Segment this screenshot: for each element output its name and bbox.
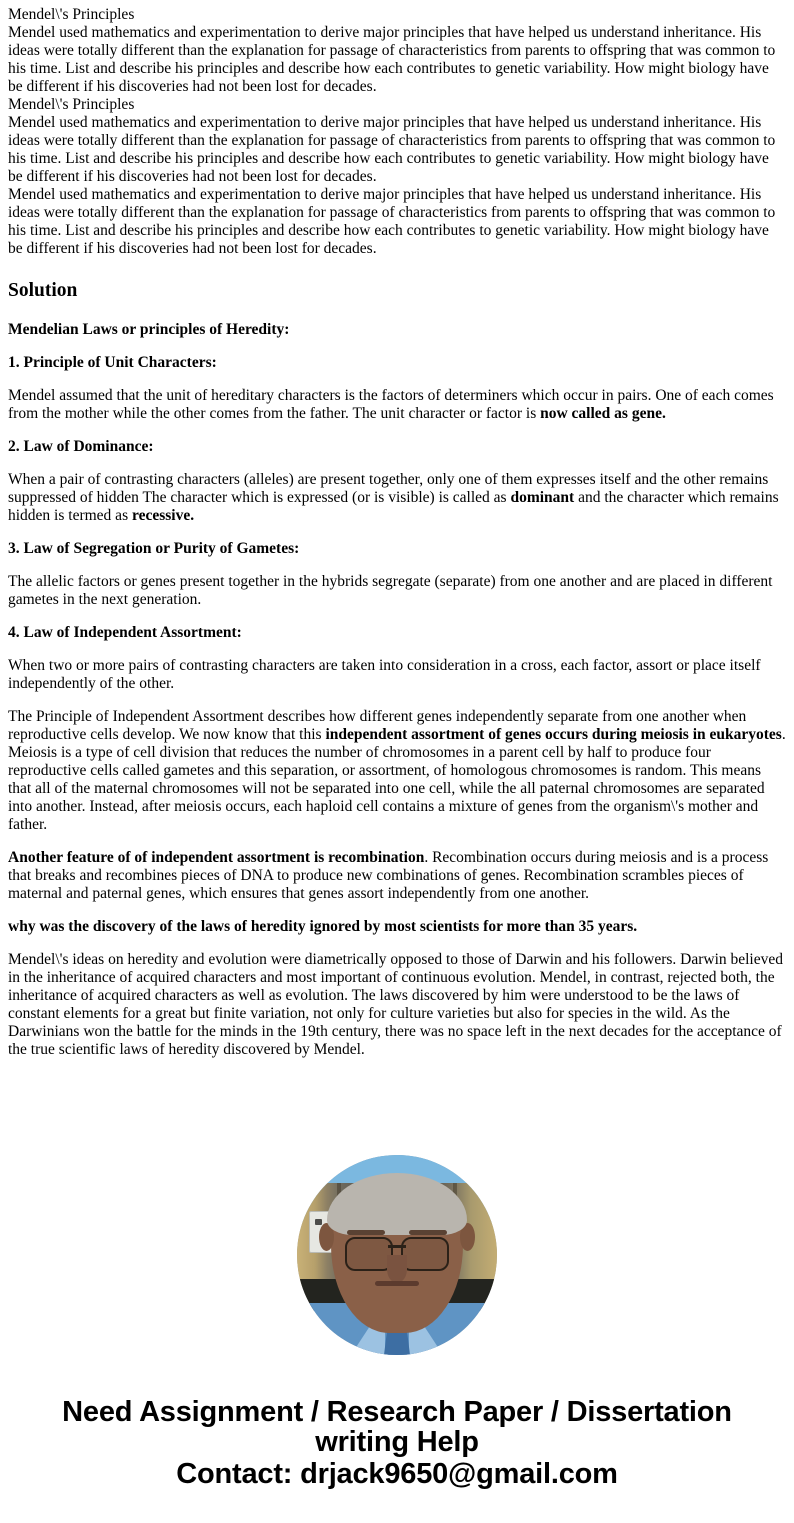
mendelian-laws-heading: Mendelian Laws or principles of Heredity: bbox=[8, 321, 290, 338]
avatar-eyeglass-lens-left bbox=[345, 1237, 393, 1271]
question-title-2: Mendel\'s Principles bbox=[8, 96, 135, 113]
text-run-bold: now called as gene. bbox=[540, 405, 666, 422]
ignored-discovery-question: why was the discovery of the laws of heredity ignored by most scientists for more than 35 years. bbox=[8, 918, 638, 935]
text-run: Mendel assumed that the unit of hereditary characters is the factors of determiners which occur in pairs. One of each comes from the mother while the other comes from the father. The unit character or factor is bbox=[8, 387, 774, 422]
section-heading-segregation: 3. Law of Segregation or Purity of Gametes: bbox=[8, 540, 300, 557]
question-body-2: Mendel used mathematics and experimentation to derive major principles that have helped us understand inheritance. His ideas were totally different than the explanation for passage of characteristics from parents to offspring that was common to his time. List and describe his principles and describe how each contributes to genetic variability. How might biology have be different if his discoveries had not been lost for decades. bbox=[8, 114, 776, 185]
footer-promo bbox=[8, 1355, 786, 1489]
text-run-bold: independent assortment of genes occurs during meiosis in eukaryotes bbox=[325, 726, 782, 743]
solution-heading: Solution bbox=[8, 280, 78, 301]
text-run: and the character which remains hidden is termed as bbox=[8, 489, 779, 524]
question-title-1: Mendel\'s Principles bbox=[8, 6, 135, 23]
text-run-bold: dominant bbox=[510, 489, 575, 506]
question-body-1: Mendel used mathematics and experimentation to derive major principles that have helped us understand inheritance. His ideas were totally different than the explanation for passage of characteristics from parents to offspring that was common to his time. List and describe his principles and describe how each contributes to genetic variability. How might biology have be different if his discoveries had not been lost for decades. bbox=[8, 24, 776, 95]
avatar-eyebrow-right bbox=[409, 1230, 447, 1235]
section-body-segregation: The allelic factors or genes present together in the hybrids segregate (separate) from one another and are placed in different gametes in the next generation. bbox=[8, 573, 773, 608]
section-body-independent-assortment: When two or more pairs of contrasting characters are taken into consideration in a cross, each factor, assort or place itself independently of the other. bbox=[8, 657, 761, 692]
footer-contact-line[interactable]: Contact: drjack9650@gmail.com bbox=[176, 1458, 618, 1490]
question-body-3: Mendel used mathematics and experimentation to derive major principles that have helped us understand inheritance. His ideas were totally different than the explanation for passage of characteristics from parents to offspring that was common to his time. List and describe his principles and describe how each contributes to genetic variability. How might biology have be different if his discoveries had not been lost for decades. bbox=[8, 186, 776, 257]
recombination-paragraph bbox=[8, 834, 786, 903]
assortment-explanation-paragraph bbox=[8, 693, 786, 834]
section-heading-dominance: 2. Law of Dominance: bbox=[8, 438, 154, 455]
avatar-mouth bbox=[375, 1281, 419, 1286]
text-run-bold: Another feature of of independent assortment is recombination bbox=[8, 849, 425, 866]
avatar-container bbox=[8, 1059, 786, 1355]
avatar-nose bbox=[387, 1255, 407, 1283]
section-heading-independent-assortment: 4. Law of Independent Assortment: bbox=[8, 624, 242, 641]
section-body-dominance bbox=[8, 456, 786, 525]
footer-line-2: writing Help bbox=[315, 1426, 479, 1458]
text-run: When a pair of contrasting characters (alleles) are present together, only one of them expresses itself and the other remains suppressed of hidden The character which is expressed (or is visible) is called as bbox=[8, 471, 769, 506]
text-run: . Recombination occurs during meiosis and is a process that breaks and recombines pieces of DNA to produce new combinations of genes. Recombination scrambles pieces of maternal and paternal genes, which ensures that genes assort independently from one another. bbox=[8, 849, 769, 902]
section-body-unit-characters bbox=[8, 372, 786, 423]
ignored-discovery-answer: Mendel\'s ideas on heredity and evolution were diametrically opposed to those of Darwin and his followers. Darwin believed in the inheritance of acquired characters and most important of continuous evolution. Mendel, in contrast, rejected both, the inheritance of acquired characters as well as evolution. The laws discovered by him were understood to be the laws of constant elements for a great but finite variation, not only for culture varieties but also for species in the wild. As the Darwinians won the battle for the minds in the 19th century, there was no space left in the next decades for the acceptance of the true scientific laws of heredity discovered by Mendel. bbox=[8, 951, 783, 1058]
avatar-eyeglass-lens-right bbox=[401, 1237, 449, 1271]
question-block bbox=[8, 6, 786, 258]
text-run-bold: recessive. bbox=[131, 507, 195, 524]
text-run: The Principle of Independent Assortment describes how different genes independently separate from one another when reproductive cells develop. We now know that this bbox=[8, 708, 747, 743]
avatar-eyeglass-bridge bbox=[388, 1245, 406, 1248]
text-run: . Meiosis is a type of cell division that reduces the number of chromosomes in a parent cell by half to produce four reproductive cells called gametes and this separation, or assortment, of homologous chromosomes is random. This means that all of the maternal chromosomes will not be separated into one cell, while the all paternal chromosomes are separated into another. Instead, after meiosis occurs, each haploid cell contains a mixture of genes from the organism\'s mother and father. bbox=[8, 726, 786, 833]
avatar bbox=[297, 1155, 497, 1355]
section-heading-unit-characters: 1. Principle of Unit Characters: bbox=[8, 354, 217, 371]
avatar-eyebrow-left bbox=[347, 1230, 385, 1235]
footer-line-1: Need Assignment / Research Paper / Dissertation bbox=[62, 1396, 732, 1428]
